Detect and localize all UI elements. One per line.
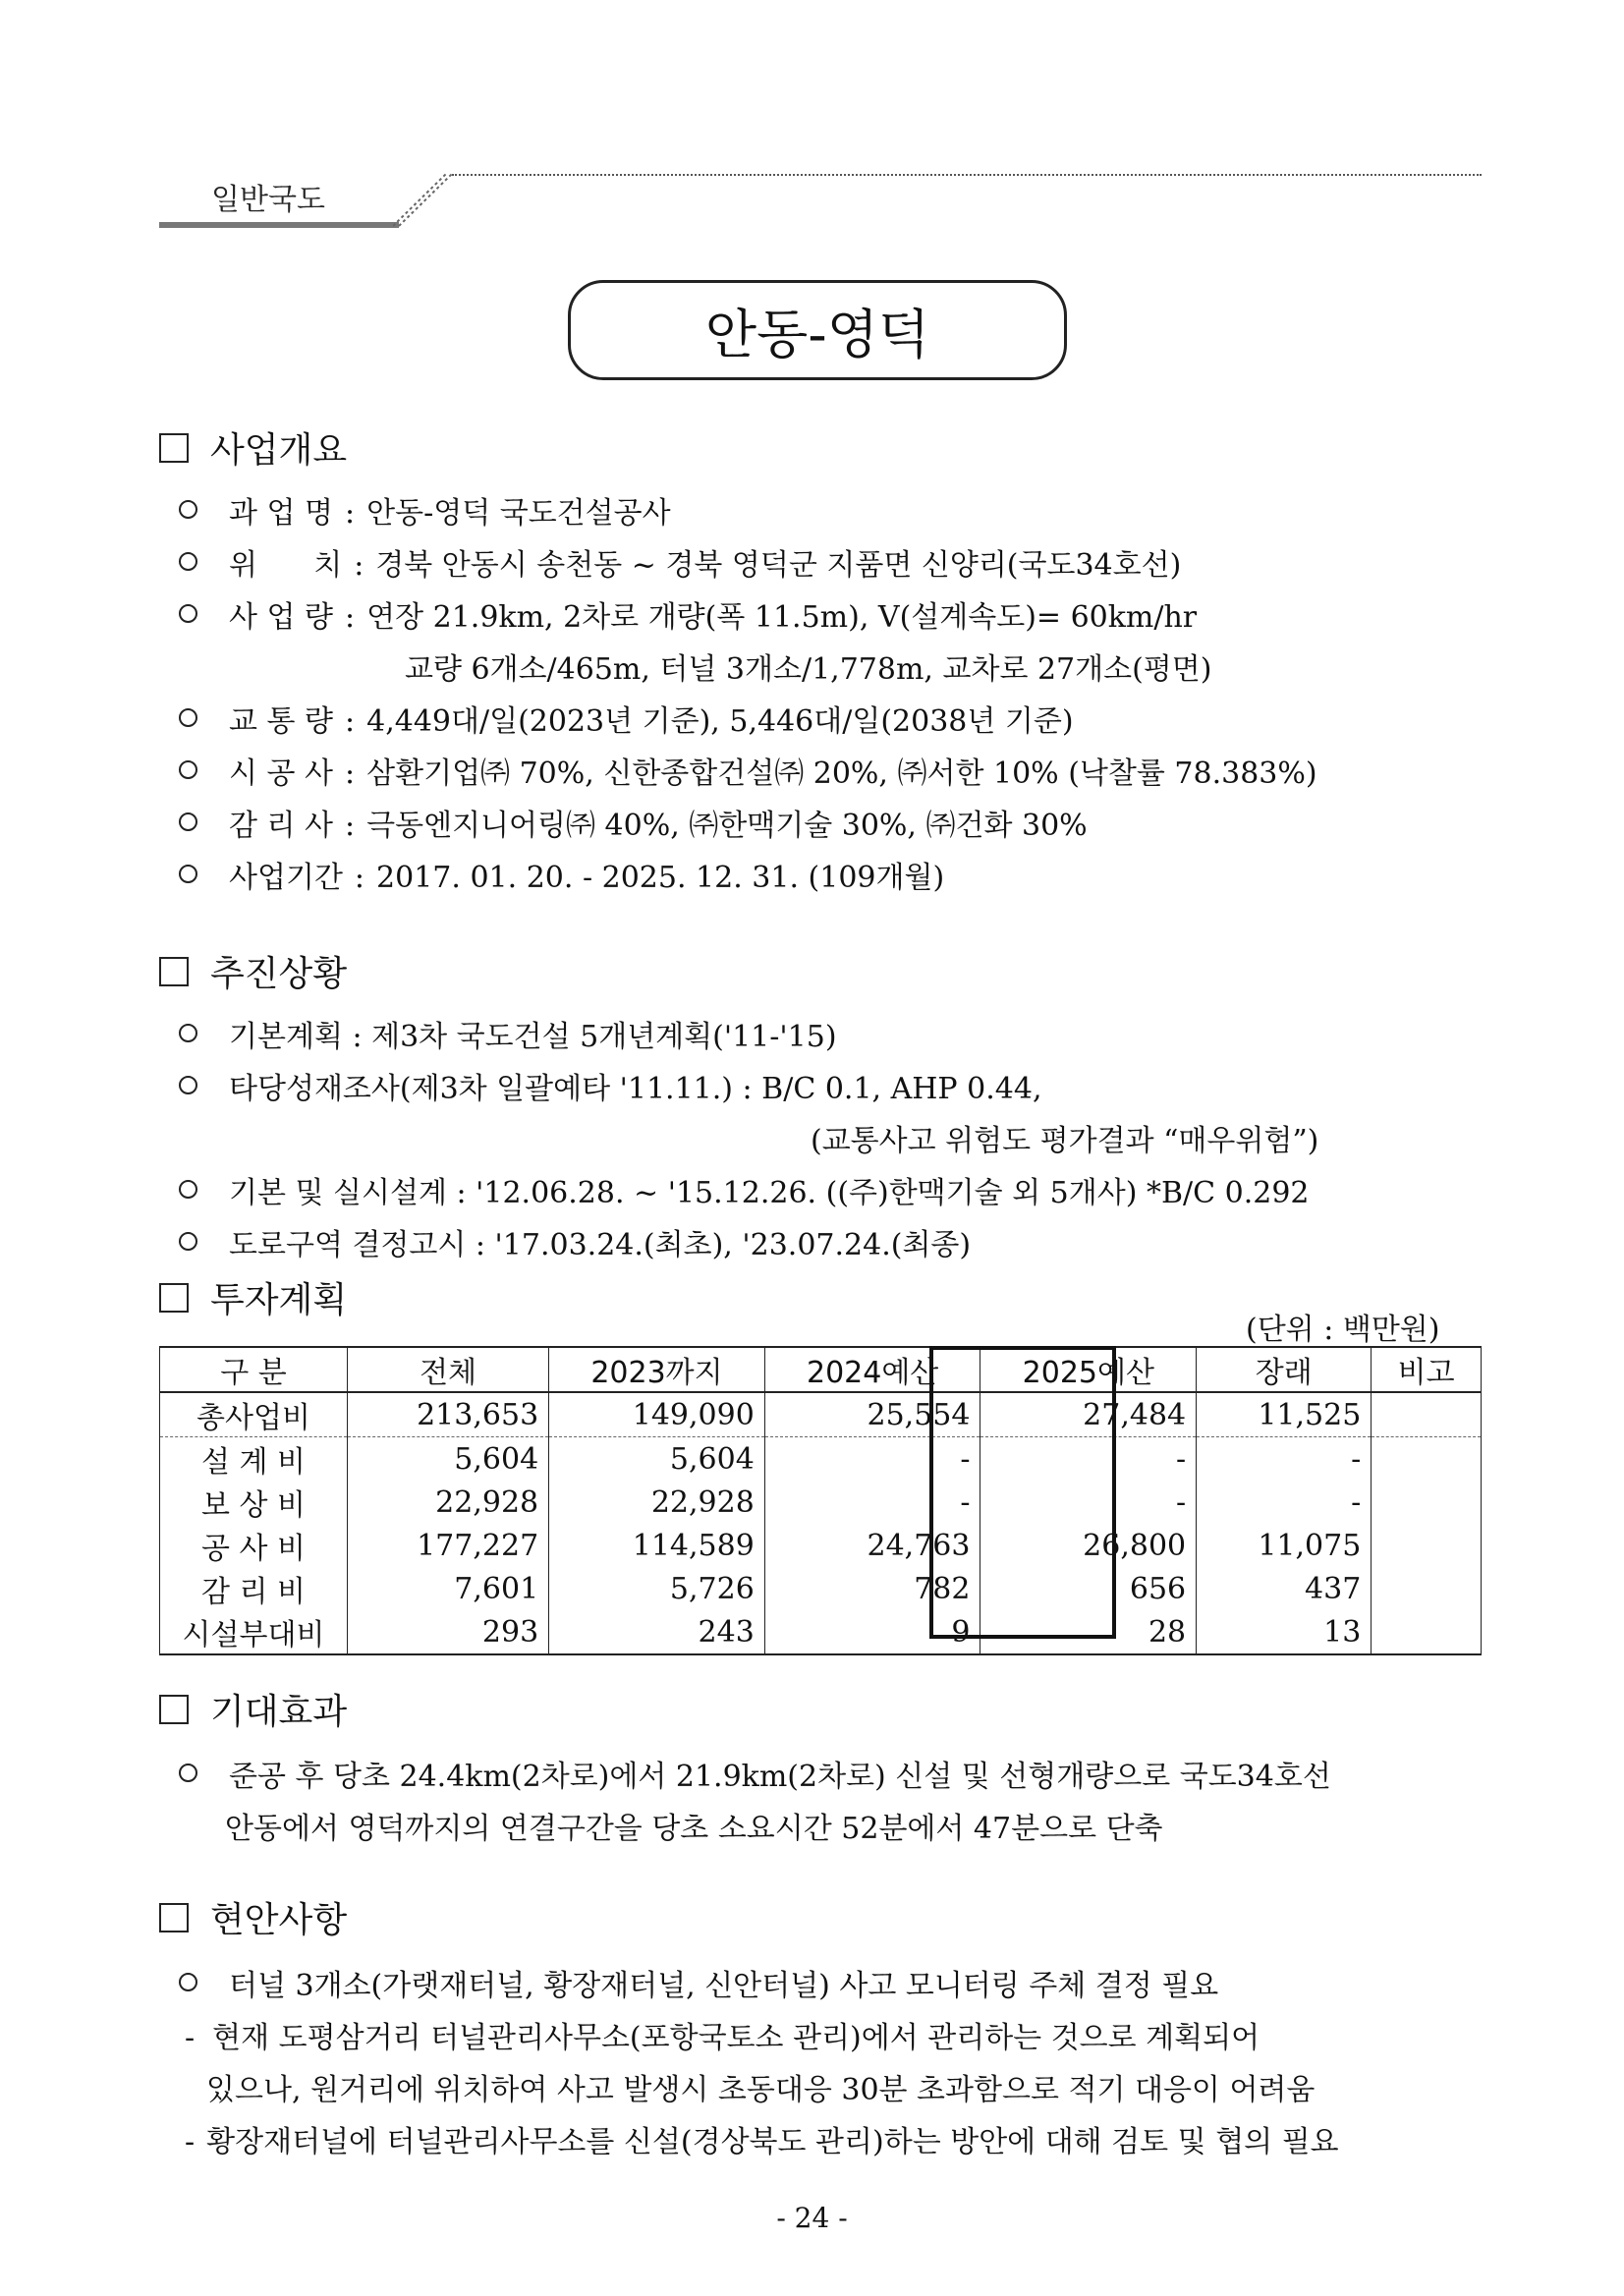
overview-row: 시 공 사 : 삼환기업㈜ 70%, 신한종합건설㈜ 20%, ㈜서한 10% (낙찰률 78.383%) bbox=[179, 749, 1317, 792]
circle-bullet-icon bbox=[179, 865, 197, 883]
table-cell: 656 bbox=[980, 1567, 1197, 1610]
dash-bullet-icon: - bbox=[185, 2021, 196, 2055]
table-cell: 293 bbox=[348, 1610, 549, 1654]
circle-bullet-icon bbox=[179, 604, 197, 623]
table-cell: 9 bbox=[764, 1610, 980, 1654]
section-heading-overview bbox=[159, 422, 347, 473]
table-cell: 5,726 bbox=[549, 1567, 765, 1610]
column-header: 2023까지 bbox=[549, 1347, 765, 1392]
column-header: 비고 bbox=[1372, 1347, 1482, 1392]
table-cell: 13 bbox=[1197, 1610, 1372, 1654]
table-cell: 11,525 bbox=[1197, 1392, 1372, 1437]
row-value: 연장 21.9km, 2차로 개량(폭 11.5m), V(설계속도)= 60km/hr bbox=[366, 600, 1198, 635]
header-tab-underline bbox=[159, 222, 399, 228]
overview-row: 감 리 사 : 극동엔지니어링㈜ 40%, ㈜한맥기술 30%, ㈜건화 30% bbox=[179, 801, 1088, 844]
row-label: 과 업 명 bbox=[229, 496, 334, 531]
table-cell: 243 bbox=[549, 1610, 765, 1654]
row-text: 터널 3개소(가랫재터널, 황장재터널, 신안터널) 사고 모니터링 주체 결정 필요 bbox=[229, 1969, 1219, 2003]
section-heading-progress bbox=[159, 946, 347, 996]
row-category: 보 상 비 bbox=[160, 1481, 348, 1524]
circle-bullet-icon bbox=[179, 1024, 197, 1042]
overview-row: 사 업 량 : 연장 21.9km, 2차로 개량(폭 11.5m), V(설계속도)= 60km/hr bbox=[179, 592, 1197, 636]
table-cell: 24,763 bbox=[764, 1524, 980, 1567]
section-heading-text: 사업개요 bbox=[210, 430, 348, 471]
row-label: 사업기간 bbox=[229, 861, 343, 895]
table-cell bbox=[1372, 1481, 1482, 1524]
square-bullet-icon bbox=[159, 1903, 189, 1932]
page-title: 안동-영덕 bbox=[568, 280, 1067, 380]
overview-row: 사업기간 : 2017. 01. 20. - 2025. 12. 31. (109개월) bbox=[179, 853, 944, 896]
row-category: 시설부대비 bbox=[160, 1610, 348, 1654]
table-cell: 22,928 bbox=[348, 1481, 549, 1524]
overview-row: 교 통 량 : 4,449대/일(2023년 기준), 5,446대/일(2038년 기준) bbox=[179, 697, 1074, 740]
table-cell: 213,653 bbox=[348, 1392, 549, 1437]
overview-row: 과 업 명 : 안동-영덕 국도건설공사 bbox=[179, 488, 671, 532]
table-cell: 26,800 bbox=[980, 1524, 1197, 1567]
section-heading-text: 기대효과 bbox=[210, 1692, 348, 1732]
table-cell: 437 bbox=[1197, 1567, 1372, 1610]
header-dotted-rule bbox=[452, 174, 1482, 176]
issues-subrow bbox=[185, 2117, 1339, 2160]
section-heading-investment bbox=[159, 1272, 347, 1322]
table-cell: - bbox=[1197, 1437, 1372, 1482]
table-cell bbox=[1372, 1437, 1482, 1482]
row-value: 4,449대/일(2023년 기준), 5,446대/일(2038년 기준) bbox=[366, 704, 1074, 739]
square-bullet-icon bbox=[159, 433, 189, 463]
row-category: 감 리 비 bbox=[160, 1567, 348, 1610]
square-bullet-icon bbox=[159, 957, 189, 986]
row-label: 교 통 량 bbox=[229, 704, 334, 739]
row-text: 준공 후 당초 24.4km(2차로)에서 21.9km(2차로) 신설 및 선형개량으로 국도34호선 bbox=[229, 1760, 1331, 1794]
progress-row-continuation: (교통사고 위험도 평가결과 “매우위험”) bbox=[811, 1124, 1319, 1158]
header-diagonal-divider bbox=[393, 169, 462, 228]
investment-table bbox=[159, 1346, 1482, 1655]
table-cell: 22,928 bbox=[549, 1481, 765, 1524]
column-header: 구 분 bbox=[160, 1347, 348, 1392]
table-cell: 5,604 bbox=[549, 1437, 765, 1482]
row-text: 타당성재조사(제3차 일괄예타 '11.11.) : B/C 0.1, AHP 0.44, bbox=[229, 1072, 1042, 1106]
issues-row bbox=[179, 1961, 1218, 2004]
table-cell bbox=[1372, 1392, 1482, 1437]
square-bullet-icon bbox=[159, 1283, 189, 1313]
table-cell bbox=[1372, 1524, 1482, 1567]
table-row bbox=[160, 1437, 1482, 1482]
table-cell: 25,554 bbox=[764, 1392, 980, 1437]
table-header-row bbox=[160, 1347, 1482, 1392]
issues-subrow bbox=[185, 2013, 1260, 2056]
section-heading-text: 현안사항 bbox=[210, 1900, 348, 1940]
row-text: 현재 도평삼거리 터널관리사무소(포항국토소 관리)에서 관리하는 것으로 계획되어 bbox=[212, 2021, 1260, 2055]
circle-bullet-icon bbox=[179, 812, 197, 831]
table-cell: - bbox=[1197, 1481, 1372, 1524]
page-number: - 24 - bbox=[776, 2202, 848, 2234]
column-header: 2024예산 bbox=[764, 1347, 980, 1392]
row-value: 안동-영덕 국도건설공사 bbox=[366, 496, 671, 531]
section-heading-text: 투자계획 bbox=[210, 1280, 348, 1320]
overview-row: 위 치 : 경북 안동시 송천동 ~ 경북 영덕군 지품면 신양리(국도34호선) bbox=[179, 540, 1181, 584]
table-cell bbox=[1372, 1567, 1482, 1610]
table-cell: 11,075 bbox=[1197, 1524, 1372, 1567]
overview-row-continuation: 교량 6개소/465m, 터널 3개소/1,778m, 교차로 27개소(평면) bbox=[405, 652, 1212, 687]
row-label: 시 공 사 bbox=[229, 756, 334, 791]
table-cell: - bbox=[764, 1437, 980, 1482]
table-cell: 27,484 bbox=[980, 1392, 1197, 1437]
square-bullet-icon bbox=[159, 1695, 189, 1724]
circle-bullet-icon bbox=[179, 1232, 197, 1251]
dash-bullet-icon: - bbox=[185, 2125, 196, 2159]
section-heading-issues bbox=[159, 1892, 347, 1942]
row-label: 감 리 사 bbox=[229, 809, 334, 843]
circle-bullet-icon bbox=[179, 1076, 197, 1094]
table-cell: 149,090 bbox=[549, 1392, 765, 1437]
row-text: 황장재터널에 터널관리사무소를 신설(경상북도 관리)하는 방안에 대해 검토 및 협의 필요 bbox=[206, 2125, 1339, 2159]
circle-bullet-icon bbox=[179, 1973, 197, 1991]
row-category: 총사업비 bbox=[160, 1392, 348, 1437]
table-cell: 114,589 bbox=[549, 1524, 765, 1567]
table-row bbox=[160, 1567, 1482, 1610]
row-value: 경북 안동시 송천동 ~ 경북 영덕군 지품면 신양리(국도34호선) bbox=[375, 548, 1182, 583]
circle-bullet-icon bbox=[179, 760, 197, 779]
column-header: 전체 bbox=[348, 1347, 549, 1392]
table-cell: 782 bbox=[764, 1567, 980, 1610]
table-cell: - bbox=[980, 1437, 1197, 1482]
row-value: 극동엔지니어링㈜ 40%, ㈜한맥기술 30%, ㈜건화 30% bbox=[366, 809, 1088, 843]
effects-row-continuation: 안동에서 영덕까지의 연결구간을 당초 소요시간 52분에서 47분으로 단축 bbox=[225, 1812, 1163, 1846]
table-unit-note: (단위 : 백만원) bbox=[1246, 1313, 1440, 1347]
progress-row bbox=[179, 1064, 1041, 1107]
row-value: 2017. 01. 20. - 2025. 12. 31. (109개월) bbox=[376, 861, 945, 895]
column-header: 장래 bbox=[1197, 1347, 1372, 1392]
table-cell bbox=[1372, 1610, 1482, 1654]
column-header: 2025예산 bbox=[980, 1347, 1197, 1392]
section-heading-effects bbox=[159, 1684, 347, 1734]
row-category: 공 사 비 bbox=[160, 1524, 348, 1567]
table-cell: 7,601 bbox=[348, 1567, 549, 1610]
issues-subrow-continuation: 있으나, 원거리에 위치하여 사고 발생시 초동대응 30분 초과함으로 적기 대응이 어려움 bbox=[206, 2073, 1316, 2107]
table-cell: - bbox=[980, 1481, 1197, 1524]
row-category: 설 계 비 bbox=[160, 1437, 348, 1482]
progress-row bbox=[179, 1220, 971, 1263]
table-row bbox=[160, 1481, 1482, 1524]
progress-row bbox=[179, 1168, 1310, 1211]
table-cell: 177,227 bbox=[348, 1524, 549, 1567]
table-row bbox=[160, 1610, 1482, 1654]
table-cell: - bbox=[764, 1481, 980, 1524]
section-category-label: 일반국도 bbox=[211, 183, 325, 217]
circle-bullet-icon bbox=[179, 500, 197, 519]
row-label: 위 치 bbox=[229, 548, 343, 583]
table-row bbox=[160, 1524, 1482, 1567]
row-text: 기본 및 실시설계 : '12.06.28. ~ '15.12.26. ((주)한맥기술 외 5개사) *B/C 0.292 bbox=[229, 1176, 1310, 1210]
circle-bullet-icon bbox=[179, 1764, 197, 1782]
table-row bbox=[160, 1392, 1482, 1437]
row-text: 기본계획 : 제3차 국도건설 5개년계획('11-'15) bbox=[229, 1020, 837, 1054]
row-label: 사 업 량 bbox=[229, 600, 334, 635]
effects-row bbox=[179, 1752, 1331, 1795]
circle-bullet-icon bbox=[179, 708, 197, 727]
table-cell: 28 bbox=[980, 1610, 1197, 1654]
circle-bullet-icon bbox=[179, 552, 197, 571]
progress-row bbox=[179, 1012, 837, 1055]
circle-bullet-icon bbox=[179, 1180, 197, 1199]
section-heading-text: 추진상황 bbox=[210, 954, 348, 994]
table-cell: 5,604 bbox=[348, 1437, 549, 1482]
row-value: 삼환기업㈜ 70%, 신한종합건설㈜ 20%, ㈜서한 10% (낙찰률 78.383%) bbox=[366, 756, 1317, 791]
row-text: 도로구역 결정고시 : '17.03.24.(최초), '23.07.24.(최종) bbox=[229, 1228, 972, 1262]
